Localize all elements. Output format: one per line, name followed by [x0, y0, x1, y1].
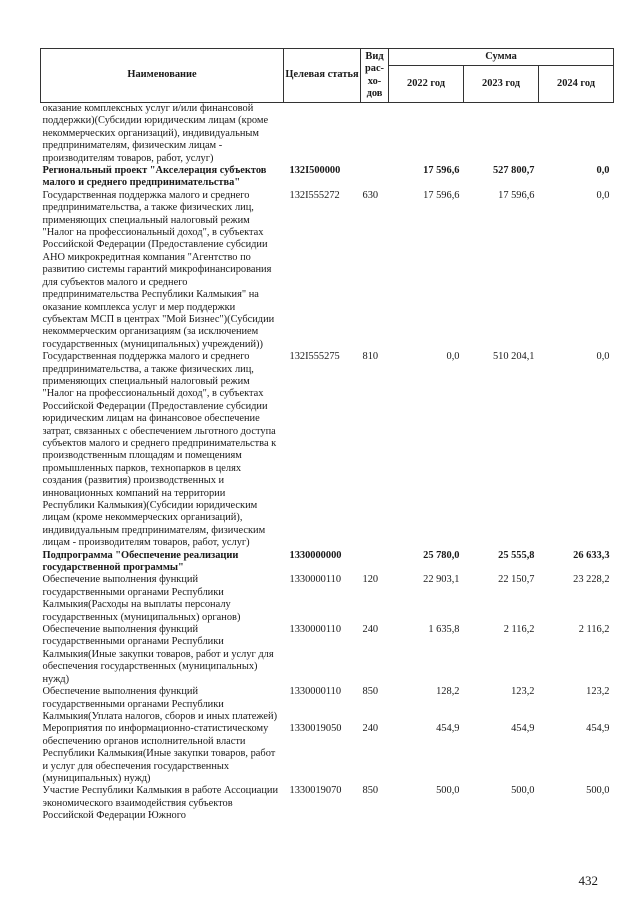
row-amount-2023: 2 116,2	[503, 624, 535, 636]
row-expense-type: 240	[362, 624, 379, 636]
row-target-code: 132I555275	[289, 351, 340, 363]
row-expense-type: 120	[362, 574, 379, 586]
row-name: Участие Республики Калмыкия в работе Ассоциации экономического взаимодействия субъектов Российской Федерации Южного	[42, 785, 279, 822]
row-amount-2023: 454,9	[511, 723, 535, 735]
row-name: Государственная поддержка малого и среднего предпринимательства, а также физических лиц, применяющих специальный налоговый режим "Налог на профессиональный доход", в субъектах Российской Федерации (Предоставление субсидии АНО микрокредитная компания "Агентство по развитию системы гарантий микрофинансирования для субъектов малого и среднего предпринимательства Республики Калмыкия" на оказание комплекса услуг и мер поддержки субъектам МСП в центрах "Мой Бизнес")(Субсидии некоммерческим организациям (за исключением государственных (муниципальных) учреждений))	[42, 189, 275, 350]
row-amount-2024: 123,2	[586, 686, 610, 698]
row-amount-2023: 510 204,1	[492, 351, 535, 363]
header-2023: 2023 год	[464, 66, 539, 103]
row-expense-type: 810	[362, 351, 379, 363]
row-amount-2024: 454,9	[586, 723, 610, 735]
row-name: Обеспечение выполнения функций государственными органами Республики Калмыкия(Расходы на выплаты персоналу государственных (муниципальных) органов)	[42, 574, 241, 623]
row-name: Мероприятия по информационно-статистическому обеспечению органов исполнительной власти Республики Калмыкия(Иные закупки товаров, работ и услуг для обеспечения государственных (муниципальных) нужд)	[42, 723, 276, 784]
row-amount-2023: 123,2	[511, 686, 535, 698]
table-row	[41, 165, 614, 190]
header-sum: Сумма	[389, 49, 614, 66]
header-code: Целевая статья	[284, 49, 361, 103]
row-amount-2024: 23 228,2	[573, 574, 610, 586]
row-amount-2022: 454,9	[436, 723, 460, 735]
table-row	[41, 785, 614, 822]
header-2024: 2024 год	[539, 66, 614, 103]
row-amount-2022	[389, 103, 464, 166]
row-amount-2024: 2 116,2	[578, 624, 610, 636]
row-target-code: 1330000000	[289, 549, 342, 561]
row-amount-2022: 128,2	[436, 686, 460, 698]
table-body	[41, 103, 614, 823]
page-number: 432	[578, 873, 598, 888]
row-target-code: 132I555272	[289, 189, 340, 201]
row-amount-2022: 500,0	[436, 785, 460, 797]
row-target-code: 1330000110	[289, 574, 342, 586]
row-target-code: 1330000110	[289, 624, 342, 636]
row-expense-type	[361, 550, 389, 575]
row-name: оказание комплексных услуг и/или финансовой поддержки)(Субсидии юридическим лицам (кроме некоммерческих организаций), индивидуальным предпринимателям, физическим лицам - производителям товаров, работ, услуг)	[42, 103, 269, 164]
table-row	[41, 351, 614, 550]
header-vid: Вид рас-хо-дов	[361, 49, 389, 103]
row-name: Подпрограмма "Обеспечение реализации государственной программы"	[42, 549, 239, 574]
table-header	[41, 49, 614, 103]
table-row	[41, 574, 614, 624]
row-amount-2024: 0,0	[596, 165, 610, 177]
row-name: Обеспечение выполнения функций государственными органами Республики Калмыкия(Иные закупки товаров, работ и услуг для обеспечения государственных (муниципальных) нужд)	[42, 624, 274, 685]
row-expense-type	[361, 165, 389, 190]
row-amount-2022: 17 596,6	[423, 165, 460, 177]
row-expense-type: 850	[362, 686, 379, 698]
row-amount-2023: 527 800,7	[492, 165, 535, 177]
row-amount-2023	[464, 103, 539, 166]
row-amount-2024: 0,0	[596, 189, 610, 201]
budget-page	[40, 48, 614, 823]
header-name: Наименование	[41, 49, 284, 103]
row-name: Обеспечение выполнения функций государственными органами Республики Калмыкия(Уплата налогов, сборов и иных платежей)	[42, 686, 278, 722]
row-name: Государственная поддержка малого и среднего предпринимательства, а также физических лиц, применяющих специальный налоговый режим "Налог на профессиональный доход", в субъектах Российской Федерации (Предоставление субсидии юридическим лицам на финансовое обеспечение затрат, связанных с обеспечением льготного доступа субъектов малого и среднего предпринимательства к производственным площадям и помещениям промышленных парков, технопарков в целях создания (развития) производственных и инновационных компаний на территории Республики Калмыкия)(Субсидии юридическим лицам (кроме некоммерческих организаций), индивидуальным предпринимателям, физическим лицам - производителям товаров, работ, услуг)	[42, 351, 277, 549]
row-amount-2023: 500,0	[511, 785, 535, 797]
row-amount-2024: 0,0	[596, 351, 610, 363]
row-expense-type: 240	[362, 723, 379, 735]
row-target-code: 1330000110	[289, 686, 342, 698]
row-name: Региональный проект "Акселерация субъектов малого и среднего предпринимательства"	[42, 165, 267, 189]
row-amount-2023: 22 150,7	[498, 574, 535, 586]
budget-table	[40, 48, 614, 823]
row-amount-2023: 25 555,8	[498, 549, 535, 561]
row-amount-2022: 17 596,6	[423, 189, 460, 201]
row-target-code: 132I500000	[289, 165, 341, 177]
row-amount-2024: 500,0	[586, 785, 610, 797]
row-amount-2024: 26 633,3	[573, 549, 610, 561]
table-row	[41, 190, 614, 351]
row-amount-2022: 1 635,8	[428, 624, 460, 636]
row-target-code: 1330019070	[289, 785, 342, 797]
row-amount-2022: 0,0	[446, 351, 460, 363]
table-row	[41, 723, 614, 785]
table-row	[41, 686, 614, 723]
row-amount-2022: 25 780,0	[423, 549, 460, 561]
table-row	[41, 624, 614, 686]
table-row	[41, 550, 614, 575]
row-expense-type: 630	[362, 189, 379, 201]
table-row	[41, 103, 614, 166]
row-expense-type: 850	[362, 785, 379, 797]
row-target-code	[284, 103, 361, 166]
row-amount-2023: 17 596,6	[498, 189, 535, 201]
row-amount-2024	[539, 103, 614, 166]
row-expense-type	[361, 103, 389, 166]
row-amount-2022: 22 903,1	[423, 574, 460, 586]
header-2022: 2022 год	[389, 66, 464, 103]
row-target-code: 1330019050	[289, 723, 342, 735]
